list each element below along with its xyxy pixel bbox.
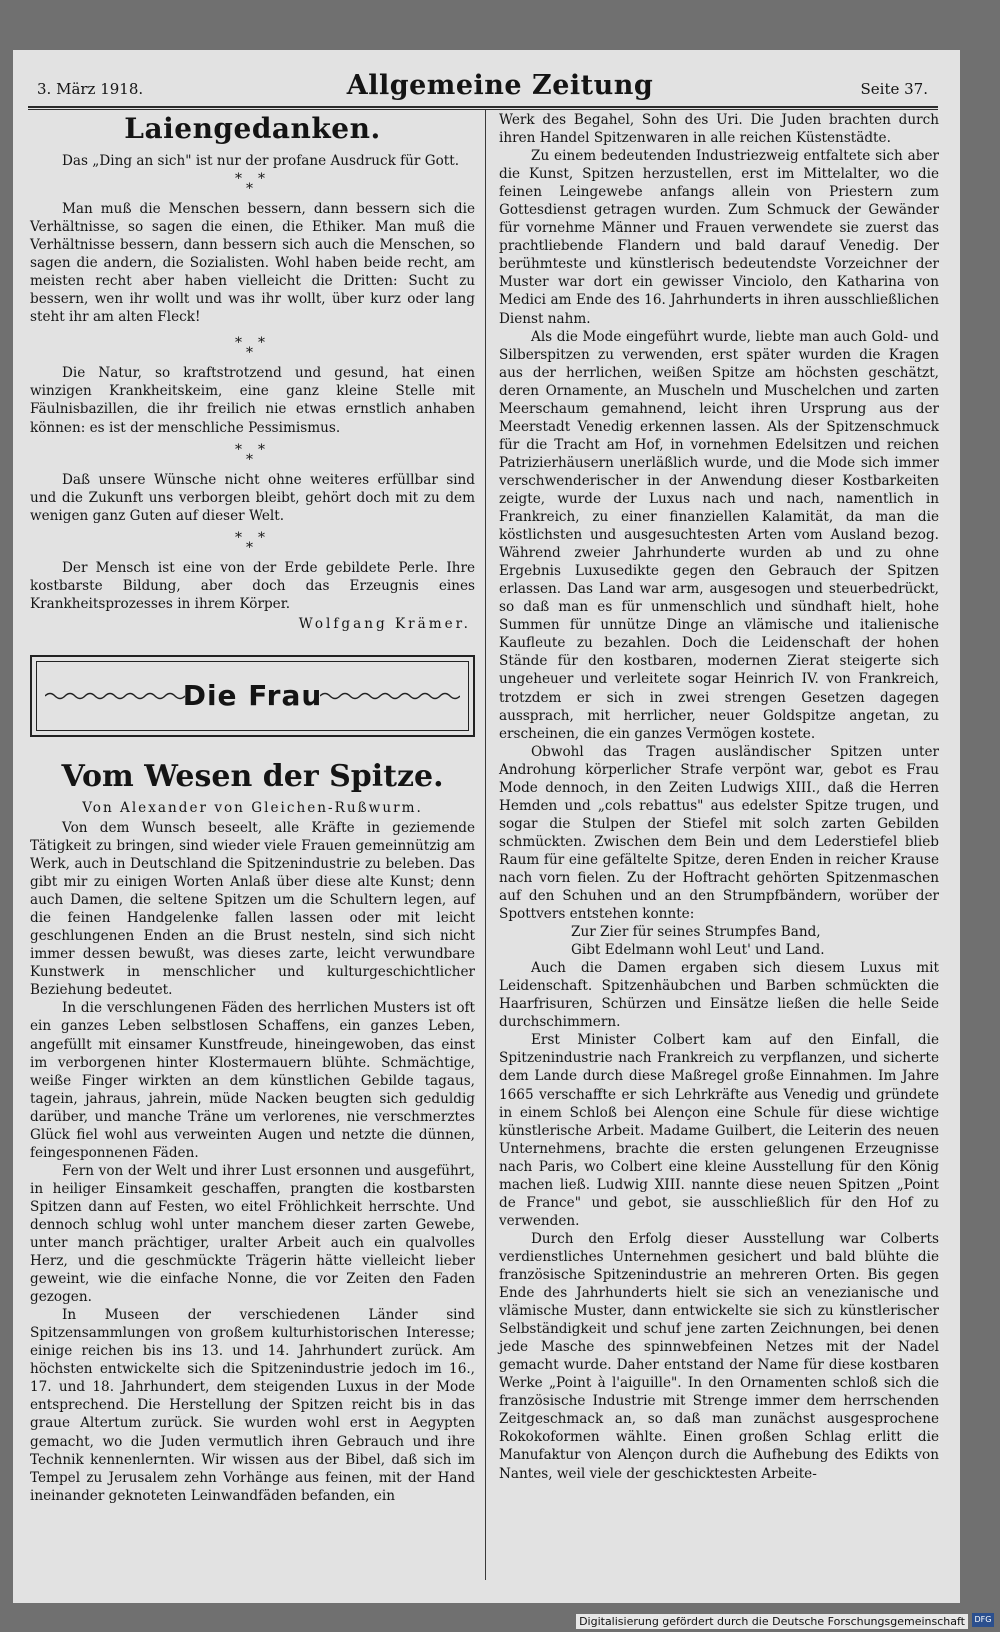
star-separator: * * * [235, 171, 265, 198]
star-separator: * * * [235, 529, 265, 556]
article-paragraph: Auch die Damen ergaben sich diesem Luxus mit Leidenschaft. Spitzenhäubchen und Barben schmückten die Haarfrisuren, Schürzen und Einsätze ließen die helle Seide durchschimmern. [499, 960, 939, 1031]
wave-ornament-left [45, 691, 185, 701]
article-paragraph: In die verschlungenen Fäden des herrlichen Musters ist oft ein ganzes Leben selbstlosen Schaffens, ein ganzes Leben, angefüllt mit einsamer Kunstfreude, hineingewoben, das einst im verborgenen hinter Klostermauern blühte. Schmächtige, weiße Finger wirkten an dem künstlichen Gebilde tagaus, tagein, jahraus, jahrein, müde Nacken beugten sich geduldig darüber, und manche Träne um verlorenes, nie verschmerztes Glück fiel wohl aus verweinten Augen und netzte die dünnen, feingesponnenen Fäden. [30, 1000, 475, 1161]
digitization-credit: Digitalisierung gefördert durch die Deutsche Forschungsgemeinschaft [576, 1614, 968, 1629]
author-signature: Wolfgang Krämer. [298, 615, 471, 632]
aphorism: Daß unsere Wünsche nicht ohne weiteres erfüllbar sind und die Zukunft uns verborgen bleibt, gehört doch mit zu dem wenigen ganz Guten auf dieser Welt. [30, 471, 475, 524]
section-banner [30, 655, 475, 737]
issue-date: 3. März 1918. [37, 80, 144, 98]
article-headline-laiengedanken: Laiengedanken. [124, 112, 381, 145]
article-paragraph: Werk des Begahel, Sohn des Uri. Die Juden brachten durch ihren Handel Spitzenwaren in alle reichen Küstenstädte. [499, 112, 939, 147]
article-paragraph: Erst Minister Colbert kam auf den Einfall, die Spitzenindustrie nach Frankreich zu verpflanzen, und sicherte dem Lande durch diese Maßregel große Einnahmen. Im Jahre 1665 verschaffte er sich Lehrkräfte aus Venedig und gründete in einem Schloß bei Alençon eine Schule für diese wichtige künstlerische Arbeit. Madame Guilbert, die Leiterin des neuen Unternehmens, brachte die ersten gelungenen Erzeugnisse nach Paris, wo Colbert eine kleine Ausstellung für den König machen ließ. Ludwig XIII. nannte diese neuen Spitzen „Point de France" und gebot, sie ausschließlich für den Hof zu verwenden. [499, 1032, 939, 1229]
article-paragraph: Als die Mode eingeführt wurde, liebte man auch Gold- und Silberspitzen zu verwenden, erst später wurden die Kragen aus der herrlichen, weißen Spitze am höchsten geschätzt, deren Ornamente, an Muscheln und Muschelchen und zarten Meerschaum gemahnend, leicht ihren Ursprung aus der Meerstadt Venedig erkennen lassen. Als der Spitzenschmuck für die Tracht am Hof, in vornehmen Edelsitzen und reichen Patrizierhäusern unerläßlich wurde, und die Mode sich immer verschwenderischer in der Anwendung dieser Kostbarkeiten zeigte, wurde der Luxus nach und nach, namentlich in Frankreich, zu einer finanziellen Kalamität, da man die köstlichsten und ausgesuchtesten Arten vom Ausland bezog. Während zweier Jahrhunderte wurden ab und zu ohne Ergebnis Luxusedikte gegen den Gebrauch der Spitzen erlassen. Das Land war arm, ausgesogen und steuerbedrückt, so daß man es für unmenschlich und sündhaft hielt, hohe Summen für unnütze Dinge an vlämische und italienische Kaufleute zu bezahlen. Doch die Leidenschaft der hohen Stände für den kostbaren, modernen Zierat steigerte sich ungeheuer und verleitete sogar Heinrich IV. von Frankreich, trotzdem er sich in zwei strengen Gesetzen dagegen aussprach, mit herrlicher, neuer Goldspitze angetan, zu erscheinen, die ein ganzes Vermögen kostete. [499, 328, 939, 742]
section-title: Die Frau [182, 678, 323, 712]
article-byline: Von Alexander von Gleichen-Rußwurm. [82, 799, 423, 816]
column-divider [485, 110, 486, 1580]
newspaper-masthead: Allgemeine Zeitung [346, 70, 654, 101]
article-headline-spitze: Vom Wesen der Spitze. [61, 758, 444, 794]
header-rule [28, 106, 938, 108]
article-paragraph: Obwohl das Tragen ausländischer Spitzen unter Androhung körperlicher Strafe verpönt war, gebot es Frau Mode dennoch, in den Zeiten Ludwigs XIII., daß die Herren Hemden und „cols rebattus" aus edelster Spitze trugen, und sogar die Stulpen der Stiefel mit solch zarten Gebilden schmückten. Zwischen dem Bein und dem Lederstiefel blieb Raum für eine gefältelte Spitze, deren Enden in reicher Krause nach vorn fielen. Zu der Hoftracht gehörten Spitzenmaschen auf den Schuhen und an den Strumpfbändern, worüber der Spottvers entstehen konnte: [499, 743, 939, 923]
article-paragraph: Von dem Wunsch beseelt, alle Kräfte in geziemende Tätigkeit zu bringen, sind wieder viele Frauen gemeinnützig am Werk, auch in Deutschland die Spitzenindustrie zu beleben. Das gibt mir zu einigen Worten Anlaß über diese alte Kunst; denn auch Damen, die seltene Spitzen um die Schultern legen, auf die feinen Handgelenke fallen lassen oder mit leicht geschlungenen Enden an die Brust nesteln, sind sich nicht immer dessen bewußt, was dieses zarte, leicht verwundbare Kunstwerk in menschlicher und kulturgeschichtlicher Beziehung bedeutet. [30, 819, 475, 999]
star-separator: * * * [235, 335, 265, 362]
aphorism: Der Mensch ist eine von der Erde gebildete Perle. Ihre kostbarste Bildung, aber doch das Erzeugnis eines Krankheitsprozesses in ihrem Körper. [30, 559, 475, 612]
article-paragraph: Durch den Erfolg dieser Ausstellung war Colberts verdienstliches Unternehmen gesichert und bald blühte die französische Spitzenindustrie an mehreren Orten. Bis gegen Ende des Jahrhunderts hielt sie sich an venezianische und vlämische Muster, dann entwickelte sie sich zu künstlerischer Selbständigkeit und schuf jene zarten Zeichnungen, bei denen jede Masche des spinnwebfeinen Netzes mit der Nadel gemacht wurde. Daher entstand der Name für diese kostbaren Werke „Point à l'aiguille". In den Ornamenten schloß sich die französische Industrie mit Strenge immer dem herrschenden Zeitgeschmack an, so daß man zunächst ausgesprochene Rokokoformen wählte. Einen großen Schlag erlitt die Manufaktur von Alençon durch die Aufhebung des Edikts von Nantes, weil viele der geschicktesten Arbeite- [499, 1230, 939, 1482]
dfg-logo: DFG [972, 1613, 994, 1627]
left-column [30, 110, 475, 1505]
star-separator: * * * [235, 441, 265, 468]
wave-ornament-right [320, 691, 460, 701]
aphorism: Die Natur, so kraftstrotzend und gesund, hat einen winzigen Krankheitskeim, eine ganz kleine Stelle mit Fäulnisbazillen, die ihr freilich nie etwas ernstlich anhaben können: es ist der menschliche Pessimismus. [30, 365, 475, 436]
aphorism: Das „Ding an sich" ist nur der profane Ausdruck für Gott. [62, 153, 460, 169]
article-paragraph: In Museen der verschiedenen Länder sind Spitzensammlungen von großem kulturhistorischen Interesse; einige reichen bis ins 13. und 14. Jahrhundert zurück. Am höchsten entwickelte sich die Spitzenindustrie jedoch im 16., 17. und 18. Jahrhundert, dem steigenden Luxus in der Mode entsprechend. Die Herstellung der Spitzen reicht bis in das graue Altertum zurück. Sie wurden wohl erst in Aegypten gemacht, wo die Juden vermutlich ihren Gebrauch und ihre Technik kennenlernten. Wir wissen aus der Bibel, daß sich im Tempel zu Jerusalem zehn Vorhänge aus feinen, mit der Hand ineinander geknoteten Leinwandfäden befanden, ein [30, 1307, 475, 1504]
article-paragraph: Zu einem bedeutenden Industriezweig entfaltete sich aber die Kunst, Spitzen herzustellen, erst im Mittelalter, wo die feinen Leingewebe anfangs allein von Priestern zum Gottesdienst getragen wurden. Zum Schmuck der Gewänder für vornehme Männer und Frauen verwendete sie zuerst das prachtliebende Flandern und bald darauf Venedig. Der berühmteste und künstlerisch bedeutendste Vorzeichner der Muster war dort ein gewisser Vinciolo, den Katharina von Medici am Ende des 16. Jahrhunderts in ihren ausschließlichen Dienst nahm. [499, 148, 939, 327]
verse-line: Zur Zier für seines Strumpfes Band, [571, 924, 821, 941]
verse-line: Gibt Edelmann wohl Leut' und Land. [571, 942, 825, 959]
aphorism: Man muß die Menschen bessern, dann bessern sich die Verhältnisse, so sagen die einen, die Ethiker. Man muß die Verhältnisse bessern, dann bessern sich auch die Menschen, so sagen die andern, die Sozialisten. Wohl haben beide recht, am meisten recht aber haben vielleicht die Dritten: Sucht zu bessern, wen ihr wollt und was ihr wollt, über kurz oder lang steht ihr am alten Fleck! [30, 201, 475, 326]
page-number: Seite 37. [860, 80, 928, 98]
article-paragraph: Fern von der Welt und ihrer Lust ersonnen und ausgeführt, in heiliger Einsamkeit geschaffen, prangten die kostbarsten Spitzen dann auf Festen, wo eitel Fröhlichkeit herrschte. Und dennoch schlug wohl unter manchem dieser zarten Gewebe, unter manch prächtiger, uralter Arbeit auch ein qualvolles Herz, und die geschmückte Trägerin hätte vielleicht lieber geweint, wie die einfache Nonne, die vor Zeiten den Faden gezogen. [30, 1162, 475, 1306]
right-column [499, 111, 939, 1483]
